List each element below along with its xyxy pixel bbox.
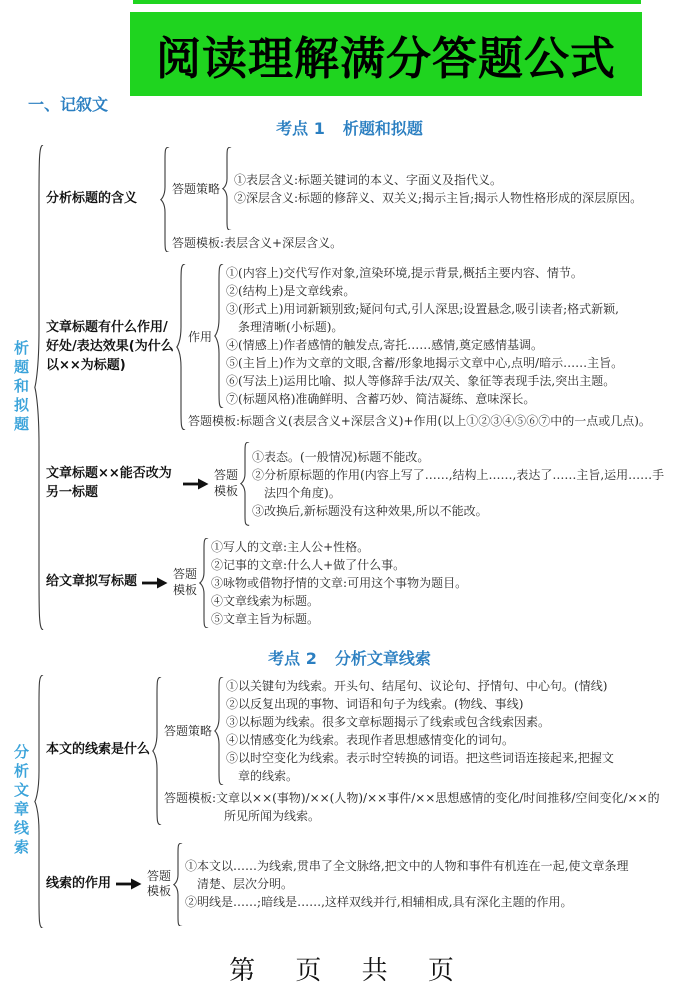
list-item: ③(形式上)用词新颖别致;疑问句式,引人深思;设置悬念,吸引读者;格式新颖,条理清晰(小标题)。	[226, 302, 619, 335]
strategy-label: 答题策略	[164, 724, 213, 739]
kaodian2-main-brace	[34, 675, 44, 928]
list-item: ③咏物或借物抒情的文章:可用这个事物为题目。	[211, 575, 468, 590]
curly-brace-icon	[214, 677, 224, 785]
list-item: ②以反复出现的事物、词语和句子为线索。(物线、事线)	[226, 696, 524, 711]
branch-title-meaning-label: 分析标题的含义	[46, 191, 138, 207]
list-item: ④以情感变化为线索。表现作者思想感情变化的词句。	[226, 732, 515, 747]
kaodian1-number: 考点 1	[276, 119, 325, 138]
strategy-label: 答题策略	[172, 182, 221, 197]
role-row	[188, 264, 698, 408]
template-line: 答题模板:表层含义+深层含义。	[172, 236, 343, 251]
list-item: ①表层含义:标题关键词的本义、字面义及指代义。	[234, 172, 503, 187]
branch-brace	[152, 677, 162, 825]
answer-label-line2: 模板	[147, 884, 172, 899]
document-body	[0, 112, 699, 987]
strategy-brace	[222, 147, 232, 230]
title-banner	[130, 12, 642, 96]
list-item: ⑦(标题风格)准确鲜明、含蓄巧妙、简洁凝练、意味深长。	[226, 392, 536, 407]
branch-brace	[199, 538, 209, 628]
branch-brace	[160, 147, 170, 252]
arrow-right-icon	[183, 478, 209, 490]
list-item: ⑤文章主旨为标题。	[211, 611, 320, 626]
template-line: 答题模板:文章以××(事物)/××(人物)/××事件/××思想感情的变化/时间推移/空间变化/××的所见所闻为线索。	[164, 790, 660, 823]
kaodian2-title: 分析文章线索	[334, 648, 431, 668]
arrow-right-icon	[116, 878, 142, 890]
list-item: ④文章线索为标题。	[211, 593, 320, 608]
curly-brace-icon	[34, 145, 44, 630]
branch-brace	[240, 442, 250, 525]
branch-items	[211, 538, 631, 628]
role-brace	[214, 264, 224, 408]
branch-items	[185, 843, 635, 926]
tree-kaodian2	[10, 675, 699, 928]
list-item: ①表态。(一般情况)标题不能改。	[252, 449, 430, 464]
kaodian1-branches	[46, 145, 698, 630]
template-line: 答题模板:标题含义(表层含义+深层含义)+作用(以上①②③④⑤⑥⑦中的一点或几点)。	[188, 414, 651, 429]
kaodian1-title: 析题和拟题	[342, 119, 423, 138]
answer-template-stacked-label	[173, 567, 197, 598]
list-item: ①本文以……为线索,贯串了全文脉络,把文中的人物和事件有机连在一起,使文章条理清楚、层次分明。	[185, 859, 629, 892]
list-item: ②深层含义:标题的修辞义、双关义;揭示主旨;揭示人物性格形成的深层原因。	[234, 190, 643, 205]
branch-what-is-clue-label: 本文的线索是什么	[46, 742, 151, 758]
strategy-items	[226, 677, 616, 785]
answer-template-stacked-label	[147, 869, 171, 900]
curly-brace-icon	[160, 147, 170, 252]
answer-label-line2: 模板	[214, 483, 239, 498]
branch-brace	[176, 264, 186, 430]
list-item: ⑥(写法上)运用比喻、拟人等修辞手法/双关、象征等表现手法,突出主题。	[226, 374, 616, 389]
kaodian1-side-label: 析题和拟题	[12, 339, 30, 435]
list-item: ①以关键句为线索。开头句、结尾句、议论句、抒情句、中心句。(情线)	[226, 678, 608, 693]
arrow-right-icon	[116, 878, 142, 890]
branch-content	[172, 147, 692, 252]
kaodian2-side-label: 分析文章线索	[12, 744, 30, 859]
list-item: ②明线是……;暗线是……,这样双线并行,相辅相成,具有深化主题的作用。	[185, 895, 573, 910]
answer-label-line1: 答题	[147, 868, 172, 883]
list-item: ②(结构上)是文章线索。	[226, 284, 356, 299]
strategy-row	[164, 677, 664, 785]
curly-brace-icon	[240, 442, 250, 525]
strategy-items	[234, 147, 654, 230]
arrow-right-icon	[142, 577, 168, 589]
page-title: 阅读理解满分答题公式	[155, 31, 616, 85]
tree-kaodian1	[10, 145, 699, 630]
branch-what-is-clue	[46, 677, 664, 825]
kaodian2-heading	[0, 646, 699, 669]
kaodian1-main-brace	[34, 145, 44, 630]
branch-content	[164, 677, 664, 825]
answer-label-line2: 模板	[173, 582, 198, 597]
branch-brace	[173, 843, 183, 926]
list-item: ①(内容上)交代写作对象,渲染环境,提示背景,概括主要内容、情节。	[226, 266, 583, 281]
strategy-brace	[214, 677, 224, 785]
branch-clue-function	[46, 843, 664, 926]
branch-write-title	[46, 538, 698, 628]
kaodian1-heading	[0, 116, 699, 139]
kaodian2-number: 考点 2	[268, 648, 317, 668]
page-footer: 第 页 共 页	[229, 955, 470, 986]
branch-content	[188, 264, 698, 430]
branch-title-function	[46, 264, 698, 430]
branch-title-change	[46, 442, 698, 525]
list-item: ③以标题为线索。很多文章标题揭示了线索或包含线索因素。	[226, 714, 551, 729]
branch-title-meaning	[46, 147, 698, 252]
page-top-green-strip	[133, 0, 641, 4]
strategy-row	[172, 147, 692, 230]
list-item: ⑤(主旨上)作为文章的文眼,含蓄/形象地揭示文章中心,点明/暗示……主旨。	[226, 356, 624, 371]
curly-brace-icon	[34, 675, 44, 928]
answer-label-line1: 答题	[173, 567, 198, 582]
curly-brace-icon	[214, 264, 224, 408]
section-label-narrative: 一、记叙文	[28, 95, 109, 114]
branch-title-change-label: 文章标题××能否改为另一标题	[46, 466, 172, 500]
list-item: ④(情感上)作者感情的触发点,寄托……感情,奠定感情基调。	[226, 338, 544, 353]
role-label: 作用	[188, 329, 213, 344]
branch-clue-function-label: 线索的作用	[46, 875, 112, 891]
arrow-right-icon	[183, 478, 209, 490]
branch-write-title-label: 给文章拟写标题	[46, 574, 138, 590]
list-item: ②分析原标题的作用(内容上写了……,结构上……,表达了……主旨,运用……手法四个角度)。	[252, 467, 665, 500]
curly-brace-icon	[176, 264, 186, 430]
curly-brace-icon	[173, 843, 183, 926]
list-item: ②记事的文章:什么人+做了什么事。	[211, 557, 406, 572]
list-item: ③改换后,新标题没有这种效果,所以不能改。	[252, 503, 488, 518]
answer-label-line1: 答题	[214, 468, 239, 483]
answer-template-stacked-label	[214, 468, 238, 499]
list-item: ⑤以时空变化为线索。表示时空转换的词语。把这些词语连接起来,把握文章的线索。	[226, 750, 614, 783]
role-items	[226, 264, 626, 408]
curly-brace-icon	[152, 677, 162, 825]
list-item: ①写人的文章:主人公+性格。	[211, 539, 370, 554]
curly-brace-icon	[222, 147, 232, 230]
arrow-right-icon	[142, 577, 168, 589]
kaodian2-branches	[46, 675, 664, 928]
branch-title-function-label: 文章标题有什么作用/好处/表达效果(为什么以××为标题)	[46, 320, 174, 373]
branch-items	[252, 442, 672, 525]
curly-brace-icon	[199, 538, 209, 628]
